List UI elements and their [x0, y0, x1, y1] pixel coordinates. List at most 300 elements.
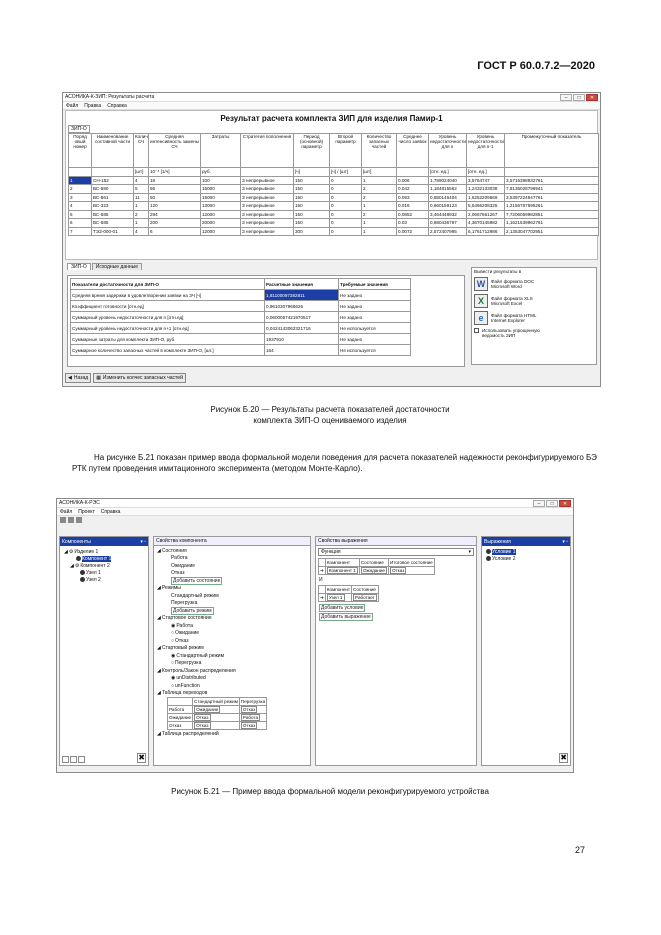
- table-cell: 1: [362, 227, 397, 236]
- change-spares-button[interactable]: [93, 373, 186, 383]
- expand-icon[interactable]: ◢: [157, 690, 161, 697]
- expand-icon[interactable]: ◢: [157, 645, 161, 652]
- indicator-cell: Средняя время задержки в удовлетворении заявки на ЗЧ [ч]: [71, 290, 265, 301]
- column-unit: [241, 168, 294, 177]
- indicator-cell: 0,9610307966626: [265, 301, 339, 312]
- column-unit: [отн. ед.]: [429, 168, 467, 177]
- transition-header: [168, 698, 193, 706]
- table-cell: 7,7206059982851: [505, 210, 599, 219]
- expressions-pane: [481, 536, 571, 766]
- expression-pane: [315, 536, 477, 766]
- column-header: Поряд овый номер: [69, 134, 92, 168]
- state-dropdown[interactable]: Работает: [355, 595, 375, 600]
- table-cell: 2: [362, 210, 397, 219]
- component-properties-pane: [153, 536, 311, 766]
- table-cell: 50: [149, 193, 201, 202]
- indicators-header-row: [71, 279, 411, 290]
- component-dropdown[interactable]: Компонент 1: [328, 568, 356, 573]
- state-dropdown[interactable]: Ожидание: [362, 568, 385, 573]
- expand-icon[interactable]: ◢: [157, 585, 161, 592]
- radio-icon[interactable]: ◉: [171, 675, 176, 682]
- table-cell: 18: [149, 176, 201, 185]
- row-arrow-icon: ➔: [320, 567, 324, 573]
- radio-icon[interactable]: ◉: [171, 622, 176, 629]
- delete-icon[interactable]: ✖: [138, 753, 145, 762]
- menu-file[interactable]: Файл: [66, 102, 79, 109]
- radio-icon[interactable]: ○: [171, 630, 175, 637]
- property-item[interactable]: [157, 690, 307, 698]
- property-item[interactable]: [157, 682, 307, 690]
- table-cell: 0.016: [397, 202, 429, 211]
- transition-cell: [193, 722, 240, 730]
- indicator-cell: 164: [265, 345, 339, 356]
- body-paragraph: На рисунке Б.21 показан пример ввода формальной модели поведения для расчета показателей надежности реконфигурируемого БЭ РТК путем проведения имитационного эксперимента (методом Монте-Карло).: [72, 453, 597, 473]
- word-icon: W: [474, 277, 488, 291]
- table-cell: 0: [330, 185, 362, 194]
- tree-item-node-2[interactable]: [64, 576, 144, 583]
- transition-cell: Работа: [168, 706, 193, 714]
- tree-item-node-1[interactable]: [64, 569, 144, 576]
- transition-dropdown[interactable]: Отказ: [196, 715, 209, 720]
- property-item[interactable]: [157, 555, 307, 563]
- column-unit: [отн. ед.]: [467, 168, 505, 177]
- back-arrow-icon: ◀: [68, 375, 72, 381]
- table-cell: 0: [330, 219, 362, 228]
- property-item[interactable]: [157, 577, 307, 585]
- table-cell: 150: [294, 210, 330, 219]
- final-state-dropdown[interactable]: Отказ: [391, 568, 405, 573]
- table-cell: З непрерывное: [241, 193, 294, 202]
- radio-icon[interactable]: ○: [171, 682, 175, 689]
- minimize-button[interactable]: –: [560, 94, 572, 101]
- property-label: Ожидание: [171, 562, 196, 569]
- menu-bar: [63, 102, 600, 110]
- tree-label: Узел 2: [86, 576, 101, 583]
- property-item[interactable]: [157, 675, 307, 683]
- table-cell: 0.093: [397, 193, 429, 202]
- table-cell: 1: [134, 202, 149, 211]
- title-bar-2: [57, 499, 573, 508]
- property-label: Работа: [171, 555, 188, 562]
- property-item[interactable]: [157, 615, 307, 623]
- property-label: Стандартный режим: [176, 652, 225, 659]
- table-row[interactable]: [69, 202, 599, 211]
- expression-grid-2: [318, 585, 379, 602]
- table-cell: 1,2156767595261: [505, 202, 599, 211]
- table-cell: ВС-585: [92, 219, 134, 228]
- indicator-row[interactable]: [71, 323, 411, 334]
- tree-label: Компонент 2: [80, 562, 110, 569]
- transition-dropdown[interactable]: Отказ: [242, 707, 256, 712]
- page-number: 27: [574, 845, 585, 855]
- table-cell: 1,6252209669: [467, 193, 505, 202]
- expand-icon[interactable]: ◢: [157, 615, 161, 622]
- menu-file-2[interactable]: Файл: [60, 508, 73, 515]
- column-unit: [92, 168, 134, 177]
- indicator-cell: Суммарный уровень недостаточности для n+1 [отн.ед]: [71, 323, 265, 334]
- table-cell: 13000: [201, 202, 241, 211]
- close-button[interactable]: ✕: [586, 94, 598, 101]
- table-cell: 0.042: [397, 185, 429, 194]
- table-cell: З непрерывное: [241, 202, 294, 211]
- indicator-row[interactable]: [71, 334, 411, 345]
- table-cell: 150: [294, 176, 330, 185]
- indicator-cell: 1937910: [265, 334, 339, 345]
- simplified-label: Использовать упрощенную ведомость ЗИП: [482, 328, 540, 338]
- table-cell: 0,860159123: [429, 202, 467, 211]
- indicator-cell: Коэффициент готовности [отн.ед]: [71, 301, 265, 312]
- table-cell: 0,880436797: [429, 219, 467, 228]
- transition-cell: Ожидание: [169, 715, 192, 720]
- tab-zip[interactable]: ЗИП-О: [67, 263, 91, 270]
- radio-icon[interactable]: ○: [171, 637, 175, 644]
- transition-table: [167, 697, 267, 730]
- component-dropdown[interactable]: Узел 1: [328, 595, 343, 600]
- window-title-2: АСОНИКА-К-РЭС: [59, 500, 100, 506]
- radio-icon[interactable]: ◉: [171, 652, 176, 659]
- caption-fig20: Рисунок Б.20 — Результаты расчета показателей достаточности комплекта ЗИП-О оцениваемого изделия: [210, 405, 450, 425]
- property-label: Работа: [176, 622, 193, 629]
- property-label: Отказ: [171, 570, 185, 577]
- tab-source-data[interactable]: Исходные данные: [92, 263, 142, 270]
- table-cell: 2,0667561267: [467, 210, 505, 219]
- indicators-header: Расчетные значения: [265, 279, 339, 290]
- column-unit: [шт]: [134, 168, 149, 177]
- delete-icon[interactable]: ✖: [560, 753, 567, 762]
- add-icon[interactable]: [62, 756, 69, 763]
- indicator-row[interactable]: [71, 312, 411, 323]
- transition-header: Стандартный режим: [194, 699, 238, 704]
- table-cell: 56: [149, 185, 201, 194]
- column-header: Количество запасных частей: [362, 134, 397, 168]
- table-cell: 2: [362, 193, 397, 202]
- column-unit: [шт]: [362, 168, 397, 177]
- property-label: Добавить состояние: [173, 577, 221, 584]
- column-header: Наименование составной части: [92, 134, 134, 168]
- add-expression-link[interactable]: Добавить выражение: [321, 614, 371, 620]
- table-cell: 3,464448932: [429, 210, 467, 219]
- table-cell: 6: [69, 219, 92, 228]
- table-cell: 2,1353047702951: [505, 227, 599, 236]
- transition-dropdown[interactable]: Отказ: [196, 723, 209, 728]
- grid-header: Компонент: [325, 559, 359, 567]
- function-label: Функция: [321, 549, 341, 555]
- table-cell: З непрерывное: [241, 176, 294, 185]
- tree-item-product[interactable]: [64, 548, 144, 555]
- table-row[interactable]: [69, 185, 599, 194]
- property-label: Добавить режим: [173, 607, 212, 614]
- table-cell: 4: [134, 227, 149, 236]
- menu-project[interactable]: Проект: [78, 508, 95, 515]
- component-icon: ⚙: [74, 562, 80, 569]
- save-icon[interactable]: [76, 517, 82, 523]
- expression-label: Условие 2: [492, 555, 516, 562]
- tree-item-component-1[interactable]: [64, 555, 144, 562]
- and-label: И: [319, 577, 323, 583]
- column-unit: руб.: [201, 168, 241, 177]
- transition-cell: [193, 706, 240, 714]
- table-cell: 120: [149, 202, 201, 211]
- menu-bar-2: [57, 508, 573, 516]
- table-cell: 294: [149, 210, 201, 219]
- table-cell: 4,3670145982: [467, 219, 505, 228]
- indicator-cell: 0,0424143062321716: [265, 323, 339, 334]
- export-html[interactable]: [474, 311, 594, 325]
- table-cell: 7: [69, 227, 92, 236]
- table-cell: 150: [294, 185, 330, 194]
- table-cell: З непрерывное: [241, 227, 294, 236]
- property-item[interactable]: [157, 730, 307, 738]
- property-item[interactable]: [157, 645, 307, 653]
- export-xls-label: Файл формата XLS Microsoft Excel: [491, 296, 533, 306]
- table-cell: 4: [69, 202, 92, 211]
- transition-dropdown[interactable]: Отказ: [242, 723, 256, 728]
- row-arrow-icon: ➔: [320, 594, 324, 600]
- property-label: Перегрузка: [175, 660, 202, 667]
- indicators-header: Требуемые значения: [339, 279, 411, 290]
- table-cell: 15000: [201, 193, 241, 202]
- property-label: Режимы: [161, 585, 181, 592]
- product-icon: ⚙: [68, 548, 74, 555]
- export-html-label: Файл формата HTML Internet Explorer: [491, 313, 537, 323]
- table-cell: 0: [330, 176, 362, 185]
- indicator-cell: 1,81100097382811: [265, 290, 339, 301]
- edit-icon[interactable]: [70, 756, 77, 763]
- menu-help-2[interactable]: Справка: [100, 508, 121, 515]
- property-item[interactable]: [157, 562, 307, 570]
- column-header: Период (основной) параметр: [294, 134, 330, 168]
- property-label: unDistributed: [176, 675, 206, 682]
- property-label: Стандартный режим: [171, 592, 219, 599]
- column-header: Уровень недостаточности для n: [429, 134, 467, 168]
- indicator-row[interactable]: [71, 301, 411, 312]
- column-header: Второй параметр: [330, 134, 362, 168]
- indicator-cell: Суммарный уровень недостаточности для n [отн.ед]: [71, 312, 265, 323]
- table-cell: 2: [69, 185, 92, 194]
- column-unit: [ч] / [шт]: [330, 168, 362, 177]
- node-icon: [80, 570, 85, 575]
- maximize-button[interactable]: □: [573, 94, 585, 101]
- property-item[interactable]: [157, 622, 307, 630]
- expression-item-1[interactable]: [486, 548, 566, 555]
- document-header: ГОСТ Р 60.0.7.2—2020: [477, 60, 595, 72]
- indicator-row[interactable]: [71, 345, 411, 356]
- property-label: Ожидание: [175, 630, 200, 637]
- expressions-title: Выражения: [484, 538, 511, 545]
- condition-icon: [486, 556, 491, 561]
- indicator-cell: Не задано: [339, 334, 411, 345]
- indicator-cell: Не задано: [339, 301, 411, 312]
- table-cell: 3,5764747: [467, 176, 505, 185]
- expand-icon[interactable]: ◢: [70, 562, 74, 569]
- table-cell: 3,5397224947761: [505, 193, 599, 202]
- export-doc[interactable]: [474, 277, 594, 291]
- property-item[interactable]: [157, 547, 307, 555]
- table-cell: 0.006: [397, 176, 429, 185]
- new-icon[interactable]: [60, 517, 66, 523]
- expand-icon[interactable]: ◢: [157, 547, 161, 554]
- property-label: Стартовый режим: [161, 645, 204, 652]
- transition-cell: [193, 714, 240, 722]
- property-label: Отказ: [175, 637, 189, 644]
- property-label: Стартовое состояние: [161, 615, 212, 622]
- property-item[interactable]: [157, 630, 307, 638]
- pin-icon[interactable]: ▾ ▫: [140, 538, 146, 545]
- chevron-down-icon: ▾: [468, 549, 471, 555]
- transition-cell: [239, 722, 266, 730]
- pin-icon[interactable]: ▾ ▫: [562, 538, 568, 545]
- property-item[interactable]: [157, 652, 307, 660]
- grid-header: Компонент: [326, 587, 351, 592]
- indicator-cell: 0,0600067421970517: [265, 312, 339, 323]
- table-cell: 1,1621539962761: [505, 219, 599, 228]
- table-cell: 5: [134, 185, 149, 194]
- table-cell: 2,572407995: [429, 227, 467, 236]
- transition-cell: [239, 706, 266, 714]
- table-cell: З непрерывное: [241, 185, 294, 194]
- table-cell: 15000: [201, 185, 241, 194]
- expression-item-2[interactable]: [486, 555, 566, 562]
- property-item[interactable]: [157, 660, 307, 668]
- function-select[interactable]: [318, 548, 474, 556]
- transition-dropdown[interactable]: Работа: [242, 715, 259, 720]
- table-cell: 7,8136028796941: [505, 185, 599, 194]
- table-cell: 12000: [201, 227, 241, 236]
- indicator-row[interactable]: [71, 290, 411, 301]
- table-cell: 6,1761712986: [467, 227, 505, 236]
- property-item[interactable]: [157, 637, 307, 645]
- table-cell: 1: [134, 219, 149, 228]
- table-cell: СН-152: [92, 176, 134, 185]
- tree-item-component-2[interactable]: [64, 562, 144, 569]
- table-cell: 11: [134, 193, 149, 202]
- components-title: Компоненты: [62, 538, 91, 545]
- property-item[interactable]: [157, 585, 307, 593]
- property-label: Таблица распределений: [161, 730, 219, 737]
- excel-icon: X: [474, 294, 488, 308]
- column-header: Промежуточный показатель: [505, 134, 599, 168]
- expand-icon[interactable]: ◢: [157, 667, 161, 674]
- menu-edit[interactable]: Правка: [84, 102, 102, 109]
- property-item[interactable]: [157, 667, 307, 675]
- table-row[interactable]: [69, 176, 599, 185]
- export-xls[interactable]: [474, 294, 594, 308]
- open-icon[interactable]: [68, 517, 74, 523]
- property-item[interactable]: [157, 592, 307, 600]
- simplified-checkbox[interactable]: [474, 328, 479, 333]
- table-cell: 12000: [201, 210, 241, 219]
- table-cell: 3: [69, 193, 92, 202]
- table-cell: ВС-323: [92, 202, 134, 211]
- indicator-cell: Не используется: [339, 345, 411, 356]
- transition-header: Перегрузка: [240, 699, 266, 704]
- table-cell: 1,184815562: [429, 185, 467, 194]
- add-condition-link[interactable]: Добавить условие: [321, 605, 364, 611]
- table-cell: 4: [134, 176, 149, 185]
- table-cell: 1,2432133038: [467, 185, 505, 194]
- column-header: Колич СЧ: [134, 134, 149, 168]
- column-header: Стратегия пополнения: [241, 134, 294, 168]
- zip-label: ЗИП-О: [68, 125, 90, 133]
- toolbar: [57, 516, 573, 524]
- property-label: Контроль/Закон распределения: [161, 667, 236, 674]
- table-cell: 1: [362, 176, 397, 185]
- close-button-2[interactable]: ✕: [559, 500, 571, 507]
- table-cell: 5,5466208325: [467, 202, 505, 211]
- property-label: Перегрузка: [171, 600, 198, 607]
- column-unit: [69, 168, 92, 177]
- back-button[interactable]: [65, 373, 91, 383]
- transition-dropdown[interactable]: Ожидание: [196, 707, 219, 712]
- table-row[interactable]: [69, 227, 599, 236]
- table-row[interactable]: [69, 210, 599, 219]
- table-row[interactable]: [69, 219, 599, 228]
- indicator-cell: Не задано: [339, 290, 411, 301]
- indicators-table: [70, 278, 411, 356]
- table-cell: 300: [294, 227, 330, 236]
- column-header: Среднее число заявок: [397, 134, 429, 168]
- radio-icon[interactable]: ○: [171, 660, 175, 667]
- table-row[interactable]: [69, 193, 599, 202]
- components-pane: [59, 536, 149, 766]
- export-panel: [471, 267, 597, 365]
- node-icon: [76, 556, 81, 561]
- indicator-cell: Не используется: [339, 323, 411, 334]
- column-header: Затраты: [201, 134, 241, 168]
- table-cell: 0: [330, 210, 362, 219]
- column-header: Уровень недостаточности для n-1: [467, 134, 505, 168]
- table-cell: 2: [134, 210, 149, 219]
- table-cell: 1,789024040: [429, 176, 467, 185]
- export-title: Вывести результаты в: [474, 269, 522, 274]
- transition-cell: [239, 714, 266, 722]
- menu-help[interactable]: Справка: [107, 102, 127, 109]
- expand-icon[interactable]: ◢: [64, 548, 68, 555]
- ie-icon: e: [474, 311, 488, 325]
- property-label: Таблица переходов: [161, 690, 208, 697]
- table-cell: 6: [149, 227, 201, 236]
- table-cell: 0: [330, 202, 362, 211]
- indicator-cell: Суммарное количество запасных частей в комплекте ЗИП-О, [шт.]: [71, 345, 265, 356]
- property-label: unFunction: [175, 682, 200, 689]
- indicator-cell: Суммарные затраты для комплекта ЗИП-О, руб.: [71, 334, 265, 345]
- results-table: [68, 133, 599, 236]
- copy-icon[interactable]: [78, 756, 85, 763]
- grid-header: Итоговое состояние: [389, 560, 433, 565]
- table-cell: 0,880146404: [429, 193, 467, 202]
- indicators-header: Показатели достаточности для ЗИП-О: [71, 279, 265, 290]
- minimize-button-2[interactable]: –: [533, 500, 545, 507]
- table-cell: ТЭЗ-000-01: [92, 227, 134, 236]
- back-label: Назад: [73, 375, 89, 381]
- tree-label: Узел 1: [86, 569, 101, 576]
- column-unit: 10⁻⁶ [1/ч]: [149, 168, 201, 177]
- table-cell: 5: [69, 210, 92, 219]
- table-cell: 1: [362, 202, 397, 211]
- expand-icon[interactable]: ◢: [157, 730, 161, 737]
- table-cell: 150: [294, 219, 330, 228]
- tree-label: Изделие 1: [74, 548, 99, 555]
- transition-cell: Отказ: [168, 722, 193, 730]
- table-cell: 1: [362, 219, 397, 228]
- expression-title: Свойства выражения: [316, 537, 476, 546]
- maximize-button-2[interactable]: □: [546, 500, 558, 507]
- property-item[interactable]: [157, 607, 307, 615]
- caption-fig21: Рисунок Б.21 — Пример ввода формальной модели реконфигурируемого устройства: [171, 787, 489, 796]
- table-cell: 1: [69, 176, 92, 185]
- asonika-res-window: [56, 498, 574, 773]
- column-unit: [ч]: [294, 168, 330, 177]
